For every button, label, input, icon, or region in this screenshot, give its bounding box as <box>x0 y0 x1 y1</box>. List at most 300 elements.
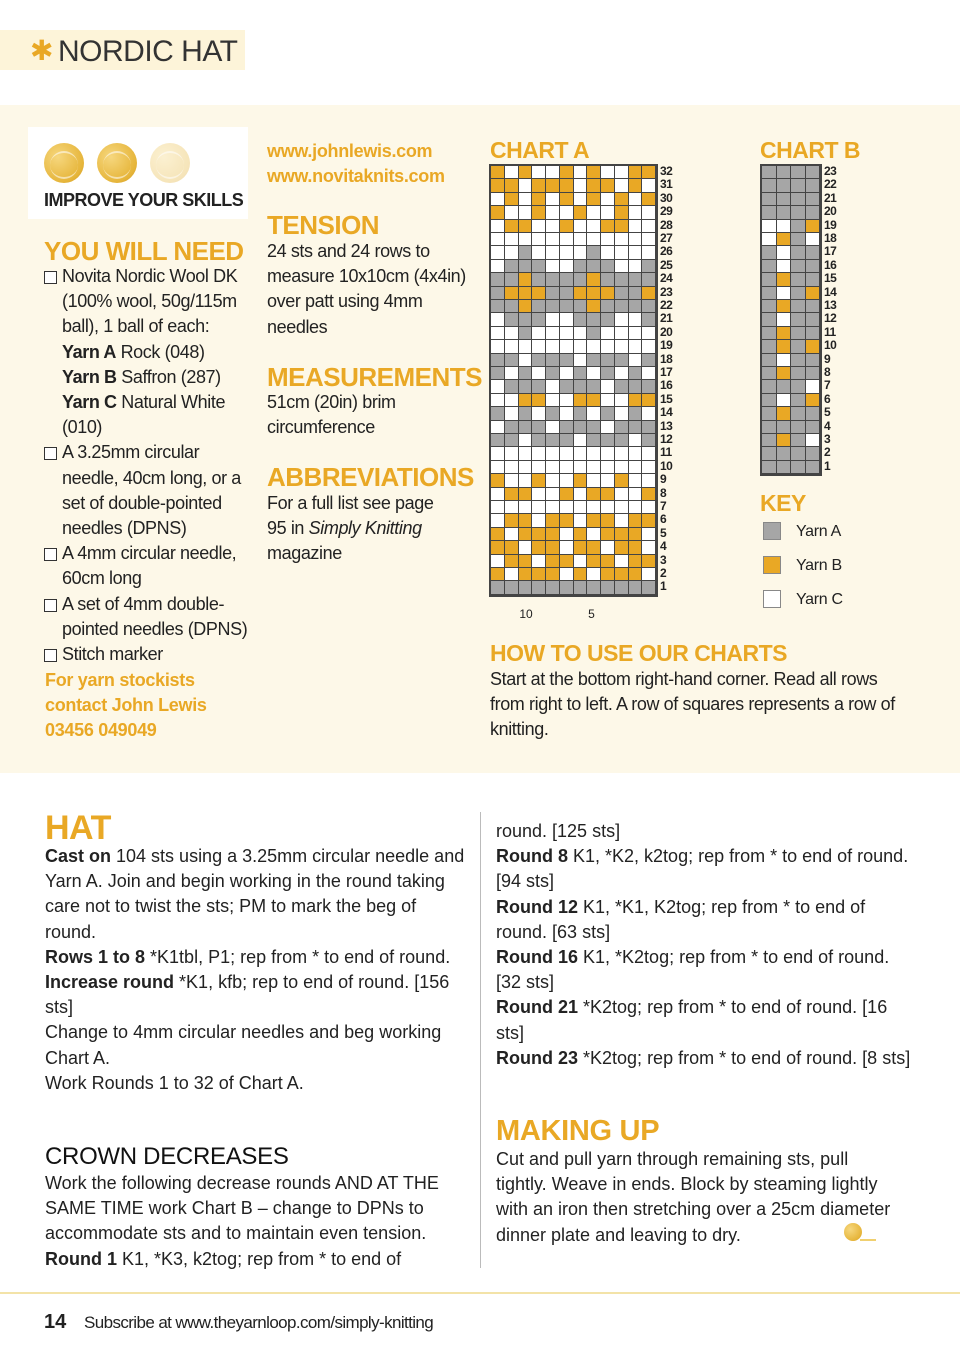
chart-cell <box>615 541 628 553</box>
chart-cell <box>532 220 545 232</box>
chart-cell <box>519 273 532 285</box>
chart-cell <box>560 246 573 258</box>
chart-cell <box>601 340 614 352</box>
chart-cell <box>532 233 545 245</box>
chart-cell <box>587 555 600 567</box>
chart-b-grid <box>760 164 822 476</box>
chart-cell <box>560 555 573 567</box>
chart-cell <box>560 273 573 285</box>
chart-cell <box>574 340 587 352</box>
chart-cell <box>560 206 573 218</box>
list-item <box>44 642 254 667</box>
row-number: 11 <box>660 445 672 460</box>
chart-cell <box>629 380 642 392</box>
chart-cell <box>532 528 545 540</box>
chart-cell <box>615 555 628 567</box>
chart-cell <box>505 340 518 352</box>
chart-cell <box>491 246 504 258</box>
chart-a-grid <box>489 164 658 597</box>
chart-cell <box>491 568 504 580</box>
chart-cell <box>806 220 820 232</box>
chart-cell <box>791 193 805 205</box>
chart-cell <box>532 340 545 352</box>
chart-cell <box>601 193 614 205</box>
row-number: 5 <box>660 525 667 540</box>
chart-cell <box>505 541 518 553</box>
chart-cell <box>615 287 628 299</box>
chart-cell <box>615 260 628 272</box>
chart-cell <box>519 327 532 339</box>
chart-cell <box>532 514 545 526</box>
yarn-b-swatch <box>763 556 781 574</box>
chart-cell <box>560 541 573 553</box>
row-number: 10 <box>824 338 837 353</box>
chart-cell <box>806 447 820 459</box>
chart-cell <box>762 220 776 232</box>
chart-cell <box>574 327 587 339</box>
footer-subscribe-text: Subscribe at www.theyarnloop.com/simply-knitting <box>84 1313 434 1332</box>
row-number: 8 <box>824 365 831 379</box>
row-number: 16 <box>824 257 837 272</box>
chart-cell <box>505 421 518 433</box>
chart-cell <box>777 354 791 366</box>
key-heading: KEY <box>760 490 806 516</box>
chart-cell <box>505 380 518 392</box>
chart-cell <box>642 407 655 419</box>
chart-cell <box>574 421 587 433</box>
chart-cell <box>791 340 805 352</box>
yarn-ball-icon <box>97 143 137 183</box>
chart-cell <box>546 327 559 339</box>
chart-cell <box>505 501 518 513</box>
chart-cell <box>505 447 518 459</box>
chart-cell <box>505 193 518 205</box>
chart-cell <box>505 300 518 312</box>
chart-cell <box>587 233 600 245</box>
chart-cell <box>532 434 545 446</box>
chart-cell <box>762 179 776 191</box>
chart-cell <box>574 206 587 218</box>
chart-cell <box>587 488 600 500</box>
materials-list <box>44 264 254 667</box>
chart-cell <box>791 220 805 232</box>
chart-cell <box>642 287 655 299</box>
chart-cell <box>615 193 628 205</box>
yarn-c-line: Yarn C Natural White (010) <box>62 392 226 438</box>
chart-cell <box>777 287 791 299</box>
chart-cell <box>777 246 791 258</box>
chart-cell <box>546 555 559 567</box>
chart-cell <box>491 340 504 352</box>
chart-cell <box>587 340 600 352</box>
chart-cell <box>546 220 559 232</box>
key-yarn-a-label: Yarn A <box>796 523 842 540</box>
chart-cell <box>762 367 776 379</box>
checkbox-icon <box>44 649 57 662</box>
chart-cell <box>532 313 545 325</box>
chart-cell <box>791 421 805 433</box>
chart-cell <box>806 380 820 392</box>
crown-para-6: Round 23 *K2tog; rep from * to end of round. [8 sts] <box>496 1047 911 1068</box>
chart-cell <box>491 555 504 567</box>
link-johnlewis[interactable]: www.johnlewis.com <box>267 141 433 161</box>
chart-cell <box>560 514 573 526</box>
chart-cell <box>615 273 628 285</box>
chart-cell <box>505 179 518 191</box>
row-number: 21 <box>660 311 673 326</box>
chart-cell <box>519 220 532 232</box>
chart-cell <box>519 340 532 352</box>
chart-cell <box>505 581 518 593</box>
row-number: 2 <box>660 566 667 580</box>
chart-cell <box>505 220 518 232</box>
chart-cell <box>491 541 504 553</box>
chart-cell <box>615 380 628 392</box>
chart-cell <box>505 407 518 419</box>
chart-cell <box>505 287 518 299</box>
chart-cell <box>762 193 776 205</box>
chart-cell <box>574 166 587 178</box>
chart-cell <box>629 514 642 526</box>
chart-cell <box>587 367 600 379</box>
chart-cell <box>642 421 655 433</box>
chart-cell <box>791 327 805 339</box>
chart-cell <box>615 354 628 366</box>
chart-cell <box>615 367 628 379</box>
chart-cell <box>560 380 573 392</box>
chart-cell <box>532 206 545 218</box>
chart-cell <box>574 488 587 500</box>
chart-cell <box>491 581 504 593</box>
chart-cell <box>491 273 504 285</box>
chart-cell <box>532 380 545 392</box>
chart-cell <box>762 380 776 392</box>
chart-cell <box>791 179 805 191</box>
chart-cell <box>519 568 532 580</box>
chart-cell <box>519 233 532 245</box>
chart-cell <box>642 581 655 593</box>
row-number: 13 <box>824 298 837 312</box>
chart-cell <box>615 340 628 352</box>
row-number: 9 <box>824 351 831 366</box>
row-number: 17 <box>824 244 837 259</box>
chart-cell <box>574 394 587 406</box>
chart-cell <box>519 287 532 299</box>
chart-cell <box>560 581 573 593</box>
yarn-ball-icon <box>44 143 84 183</box>
chart-cell <box>629 327 642 339</box>
chart-cell <box>806 233 820 245</box>
chart-cell <box>574 447 587 459</box>
chart-cell <box>615 501 628 513</box>
chart-cell <box>629 166 642 178</box>
chart-cell <box>519 581 532 593</box>
chart-cell <box>615 447 628 459</box>
hat-para-0: Cast on 104 sts using a 3.25mm circular needle and Yarn A. Join and begin working in the round taking care not to twist the sts; PM to mark the beg of round. <box>45 846 465 942</box>
chart-cell <box>629 287 642 299</box>
chart-cell <box>629 193 642 205</box>
row-number: 7 <box>824 378 831 393</box>
chart-cell <box>642 514 655 526</box>
chart-cell <box>777 461 791 473</box>
chart-cell <box>642 474 655 486</box>
chart-cell <box>806 193 820 205</box>
hat-para-1: Rows 1 to 8 *K1tbl, P1; rep from * to end of round. <box>45 946 451 967</box>
chart-cell <box>560 421 573 433</box>
chart-cell <box>601 447 614 459</box>
chart-cell <box>601 461 614 473</box>
chart-cell <box>791 313 805 325</box>
chart-cell <box>560 233 573 245</box>
chart-cell <box>587 474 600 486</box>
chart-cell <box>642 434 655 446</box>
chart-cell <box>574 461 587 473</box>
chart-cell <box>615 421 628 433</box>
checkbox-icon <box>44 447 57 460</box>
chart-cell <box>491 488 504 500</box>
chart-cell <box>629 421 642 433</box>
chart-cell <box>587 514 600 526</box>
row-number: 20 <box>660 324 673 339</box>
chart-cell <box>806 327 820 339</box>
chart-cell <box>574 528 587 540</box>
hat-heading: HAT <box>45 809 111 847</box>
chart-cell <box>791 206 805 218</box>
chart-cell <box>762 300 776 312</box>
chart-cell <box>806 421 820 433</box>
chart-cell <box>806 273 820 285</box>
chart-cell <box>762 447 776 459</box>
chart-cell <box>546 273 559 285</box>
chart-cell <box>587 421 600 433</box>
chart-cell <box>574 380 587 392</box>
chart-cell <box>546 394 559 406</box>
chart-cell <box>574 568 587 580</box>
chart-cell <box>560 327 573 339</box>
chart-cell <box>505 260 518 272</box>
row-number: 3 <box>660 552 667 567</box>
chart-cell <box>505 555 518 567</box>
crown-instructions-left <box>45 1171 465 1272</box>
chart-cell <box>642 260 655 272</box>
chart-cell <box>491 394 504 406</box>
row-number: 5 <box>824 405 831 420</box>
chart-cell <box>777 260 791 272</box>
checkbox-icon <box>44 271 57 284</box>
chart-cell <box>587 541 600 553</box>
chart-cell <box>777 340 791 352</box>
chart-cell <box>777 434 791 446</box>
chart-cell <box>601 541 614 553</box>
yarn-strand-decoration <box>860 1239 876 1241</box>
chart-cell <box>532 327 545 339</box>
making-up-heading: MAKING UP <box>496 1115 660 1147</box>
chart-a-title: CHART A <box>490 137 590 163</box>
chart-cell <box>791 166 805 178</box>
chart-cell <box>574 273 587 285</box>
link-novitaknits[interactable]: www.novitaknits.com <box>267 166 445 186</box>
chart-cell <box>615 434 628 446</box>
chart-cell <box>762 407 776 419</box>
chart-cell <box>519 501 532 513</box>
chart-cell <box>560 300 573 312</box>
chart-cell <box>806 300 820 312</box>
chart-cell <box>560 501 573 513</box>
chart-cell <box>574 474 587 486</box>
chart-cell <box>587 179 600 191</box>
chart-cell <box>546 206 559 218</box>
chart-cell <box>491 220 504 232</box>
chart-cell <box>777 421 791 433</box>
chart-cell <box>629 260 642 272</box>
chart-cell <box>777 380 791 392</box>
yarn-c-swatch <box>763 590 781 608</box>
chart-cell <box>806 260 820 272</box>
chart-cell <box>777 193 791 205</box>
chart-cell <box>587 166 600 178</box>
chart-cell <box>546 380 559 392</box>
row-number: 1 <box>824 458 831 473</box>
chart-cell <box>505 568 518 580</box>
chart-cell <box>532 193 545 205</box>
chart-cell <box>642 568 655 580</box>
chart-cell <box>601 246 614 258</box>
row-number: 2 <box>824 445 831 460</box>
chart-cell <box>574 287 587 299</box>
column-divider <box>480 812 481 1268</box>
chart-cell <box>777 367 791 379</box>
abbreviations-heading: ABBREVIATIONS <box>267 462 474 492</box>
chart-cell <box>587 581 600 593</box>
row-number: 9 <box>660 472 667 487</box>
chart-cell <box>791 287 805 299</box>
chart-cell <box>574 300 587 312</box>
chart-cell <box>601 313 614 325</box>
footer-rule <box>0 1292 960 1294</box>
chart-cell <box>546 287 559 299</box>
row-number: 1 <box>660 579 667 594</box>
chart-cell <box>532 488 545 500</box>
chart-cell <box>519 474 532 486</box>
chart-cell <box>806 179 820 191</box>
chart-cell <box>560 447 573 459</box>
chart-cell <box>615 474 628 486</box>
chart-cell <box>532 541 545 553</box>
chart-cell <box>491 461 504 473</box>
chart-cell <box>601 421 614 433</box>
chart-cell <box>560 179 573 191</box>
abbreviations-text: For a full list see page 95 in Simply Knitting magazine <box>267 493 434 564</box>
list-item <box>44 264 254 440</box>
row-number: 13 <box>660 418 673 433</box>
chart-cell <box>574 541 587 553</box>
chart-cell <box>546 354 559 366</box>
stockist-note: For yarn stockists contact John Lewis 03456 049049 <box>45 670 207 741</box>
chart-cell <box>491 233 504 245</box>
hat-instructions <box>45 844 465 1096</box>
chart-cell <box>762 260 776 272</box>
chart-cell <box>629 300 642 312</box>
chart-cell <box>532 273 545 285</box>
chart-cell <box>642 555 655 567</box>
chart-cell <box>505 367 518 379</box>
chart-cell <box>505 246 518 258</box>
chart-cell <box>574 193 587 205</box>
chart-cell <box>615 233 628 245</box>
row-number: 30 <box>660 190 673 205</box>
chart-cell <box>777 407 791 419</box>
chart-cell <box>560 340 573 352</box>
row-number: 19 <box>824 217 837 232</box>
you-will-need-heading: YOU WILL NEED <box>44 236 244 266</box>
chart-cell <box>587 407 600 419</box>
chart-cell <box>642 447 655 459</box>
chart-cell <box>629 273 642 285</box>
chart-cell <box>629 501 642 513</box>
chart-cell <box>546 246 559 258</box>
chart-cell <box>532 260 545 272</box>
chart-cell <box>519 407 532 419</box>
chart-cell <box>642 394 655 406</box>
chart-cell <box>777 300 791 312</box>
chart-cell <box>491 514 504 526</box>
chart-cell <box>560 461 573 473</box>
chart-cell <box>505 273 518 285</box>
yarn-a-swatch <box>763 522 781 540</box>
chart-cell <box>546 581 559 593</box>
chart-cell <box>615 179 628 191</box>
making-up-text: Cut and pull yarn through remaining sts, pull tightly. Weave in ends. Block by steaming lightly with an iron then stretching over a 25cm diameter dinner plate and leaving to dry. <box>496 1149 891 1245</box>
chart-cell <box>519 313 532 325</box>
row-number: 6 <box>660 512 667 527</box>
chart-cell <box>762 273 776 285</box>
chart-cell <box>806 340 820 352</box>
chart-cell <box>642 340 655 352</box>
chart-cell <box>615 568 628 580</box>
chart-cell <box>762 434 776 446</box>
chart-cell <box>791 407 805 419</box>
chart-cell <box>642 327 655 339</box>
chart-cell <box>629 434 642 446</box>
chart-cell <box>491 193 504 205</box>
chart-cell <box>560 260 573 272</box>
chart-cell <box>806 434 820 446</box>
yarn-a-line: Yarn A Rock (048) <box>62 341 205 362</box>
row-number: 12 <box>824 311 837 326</box>
chart-cell <box>587 246 600 258</box>
chart-cell <box>519 488 532 500</box>
chart-cell <box>642 166 655 178</box>
row-number: 22 <box>660 298 673 312</box>
hat-para-3: Change to 4mm circular needles and beg working Chart A. <box>45 1022 442 1068</box>
chart-cell <box>560 488 573 500</box>
chart-cell <box>560 287 573 299</box>
chart-cell <box>587 447 600 459</box>
chart-cell <box>777 394 791 406</box>
chart-cell <box>806 206 820 218</box>
chart-cell <box>642 273 655 285</box>
chart-cell <box>642 528 655 540</box>
list-item <box>44 592 254 642</box>
chart-cell <box>546 193 559 205</box>
chart-cell <box>642 488 655 500</box>
chart-cell <box>560 568 573 580</box>
row-number: 8 <box>660 485 667 500</box>
chart-cell <box>587 394 600 406</box>
chart-cell <box>601 474 614 486</box>
chart-cell <box>546 300 559 312</box>
chart-cell <box>532 166 545 178</box>
